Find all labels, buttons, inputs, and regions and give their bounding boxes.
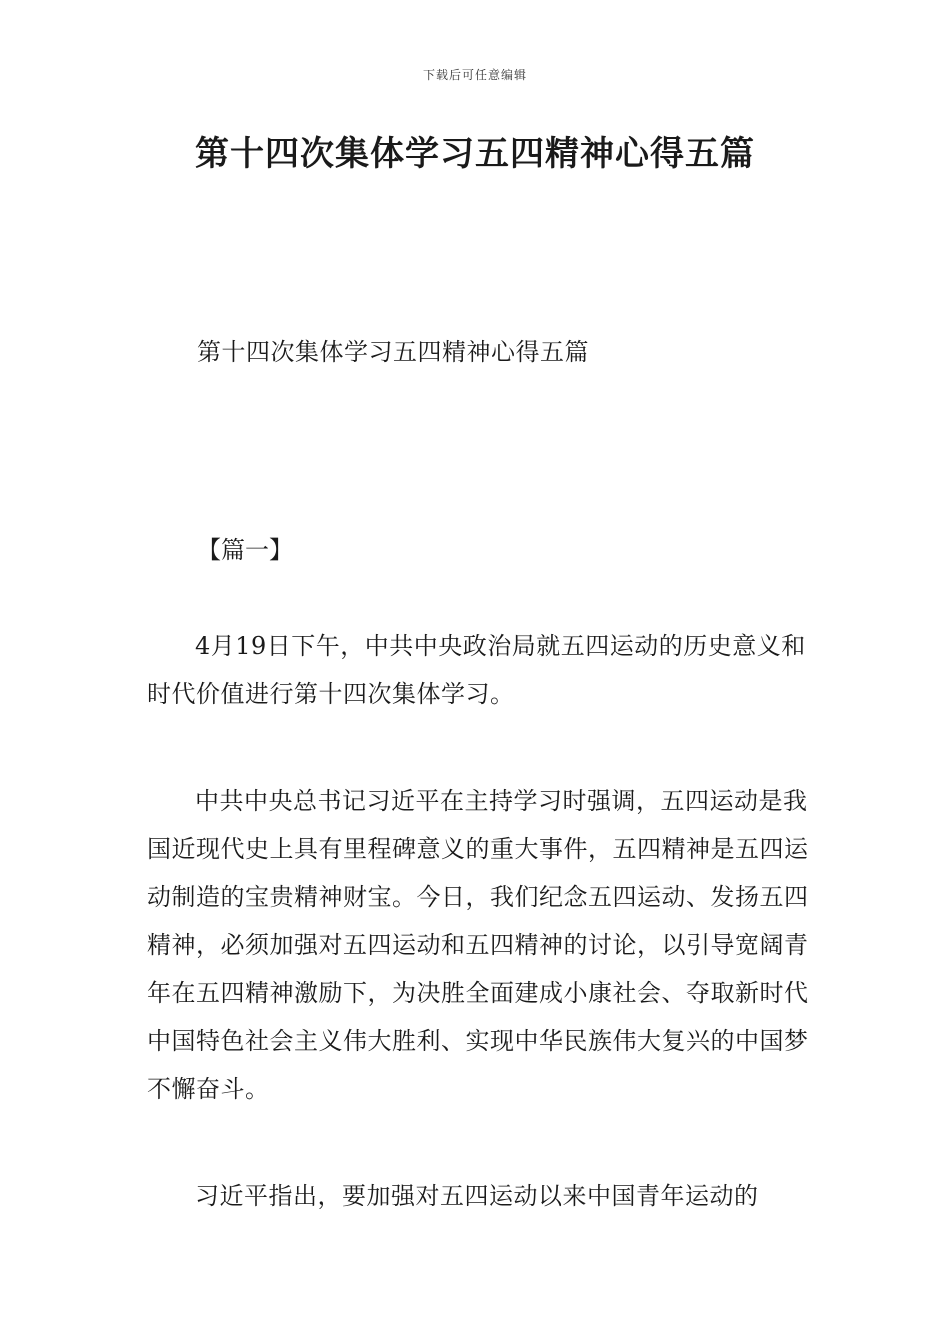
- document-title: 第十四次集体学习五四精神心得五篇: [195, 134, 755, 174]
- body-paragraph: 习近平指出，要加强对五四运动以来中国青年运动的: [195, 1182, 759, 1210]
- body-paragraph-3-block: [147, 1172, 817, 1220]
- body-paragraph: 4月19日下午，中共中央政治局就五四运动的历史意义和时代价值进行第十四次集体学习。: [147, 632, 806, 708]
- body-paragraph: 中共中央总书记习近平在主持学习时强调，五四运动是我国近现代史上具有里程碑意义的重大事件，五四精神是五四运动制造的宝贵精神财宝。今日，我们纪念五四运动、发扬五四精神，必须加强对五四运动和五四精神的讨论，以引导宽阔青年在五四精神激励下，为决胜全面建成小康社会、夺取新时代中国特色社会主义伟大胜利、实现中华民族伟大复兴的中国梦不懈奋斗。: [147, 787, 809, 1103]
- header-note: 下载后可任意编辑: [422, 68, 527, 82]
- body-paragraph-2-block: [147, 777, 817, 1113]
- body-paragraph-1-block: [147, 622, 817, 718]
- section-heading: 【篇一】: [197, 536, 293, 564]
- document-subtitle: 第十四次集体学习五四精神心得五篇: [197, 338, 589, 366]
